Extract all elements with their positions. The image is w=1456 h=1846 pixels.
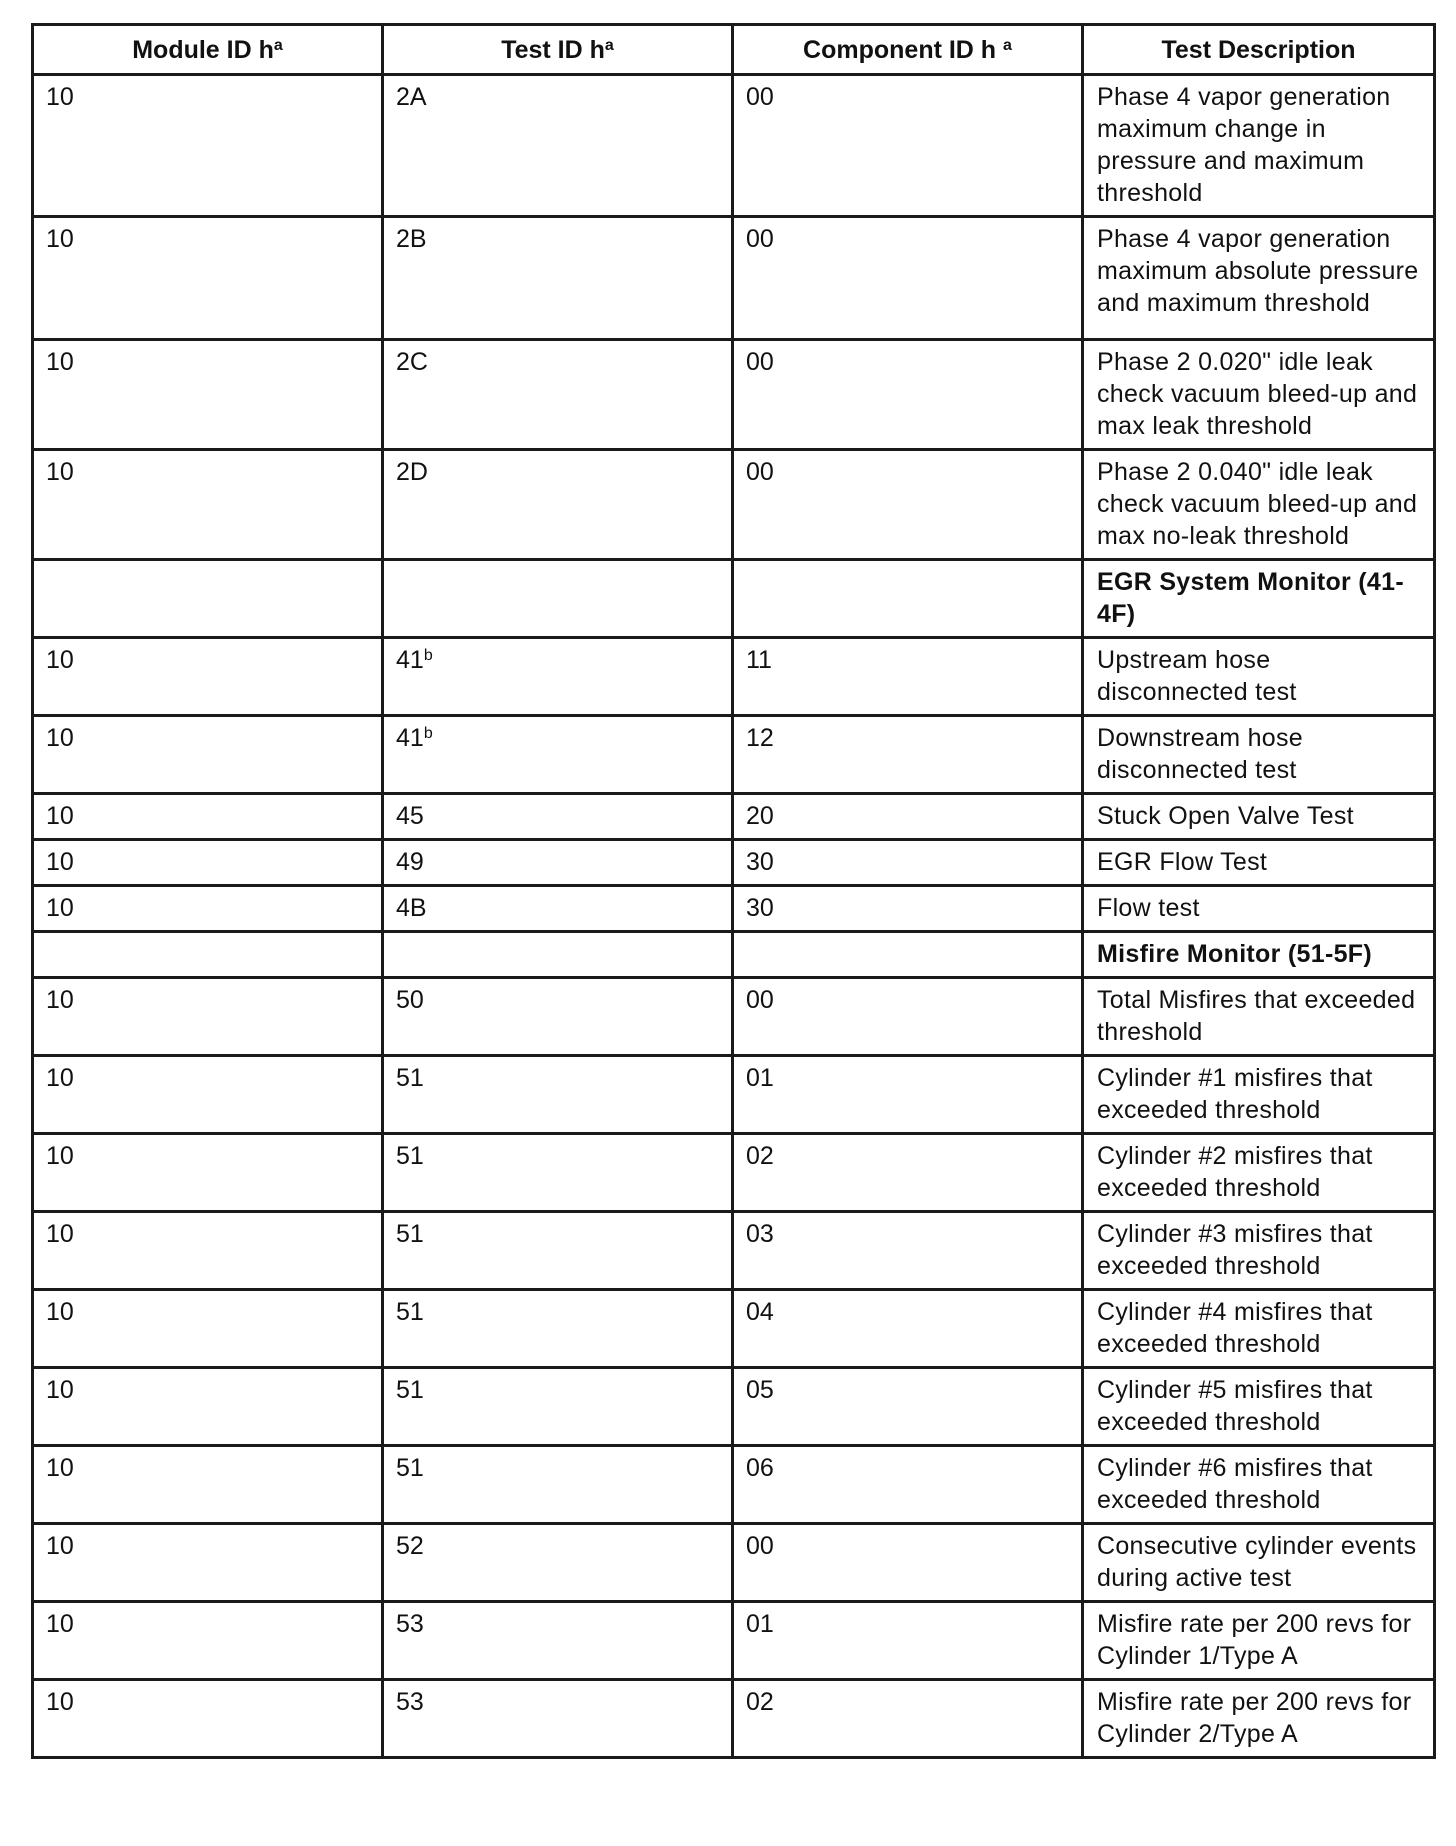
table-section-row	[33, 560, 1435, 638]
cell-component-id: 12	[733, 716, 1083, 794]
cell-component-id: 00	[733, 340, 1083, 450]
cell-module-id: 10	[33, 1290, 383, 1368]
cell-test-description: Stuck Open Valve Test	[1083, 794, 1435, 840]
cell-test-id: 53	[383, 1602, 733, 1680]
cell-module-id: 10	[33, 978, 383, 1056]
table-row	[33, 886, 1435, 932]
cell-module-id: 10	[33, 340, 383, 450]
section-title: EGR System Monitor (41-4F)	[1083, 560, 1435, 638]
cell-module-id: 10	[33, 638, 383, 716]
column-header-module-id: Module ID $h^a$	[33, 25, 383, 75]
cell-module-id: 10	[33, 716, 383, 794]
cell-test-description: Misfire rate per 200 revs for Cylinder 1/Type A	[1083, 1602, 1435, 1680]
cell-test-description: Flow test	[1083, 886, 1435, 932]
cell-module-id: 10	[33, 75, 383, 217]
cell-module-id: 10	[33, 217, 383, 340]
table-section-row	[33, 932, 1435, 978]
cell-component-id	[733, 560, 1083, 638]
cell-component-id: 02	[733, 1680, 1083, 1758]
test-id-table	[31, 23, 1436, 1759]
cell-test-description: Total Misfires that exceeded threshold	[1083, 978, 1435, 1056]
cell-test-description: Misfire rate per 200 revs for Cylinder 2/Type A	[1083, 1680, 1435, 1758]
table-header-row	[33, 25, 1435, 75]
cell-test-id	[383, 932, 733, 978]
cell-test-description: Phase 4 vapor generation maximum absolute pressure and maximum threshold	[1083, 217, 1435, 340]
table-row	[33, 1368, 1435, 1446]
cell-component-id: 00	[733, 1524, 1083, 1602]
cell-component-id: 30	[733, 886, 1083, 932]
cell-module-id: 10	[33, 1524, 383, 1602]
document-page	[31, 23, 1433, 1759]
table-row	[33, 716, 1435, 794]
cell-test-description: Upstream hose disconnected test	[1083, 638, 1435, 716]
section-title: Misfire Monitor (51-5F)	[1083, 932, 1435, 978]
cell-test-description: Phase 4 vapor generation maximum change in pressure and maximum threshold	[1083, 75, 1435, 217]
cell-component-id: 11	[733, 638, 1083, 716]
cell-test-description: Cylinder #2 misfires that exceeded threshold	[1083, 1134, 1435, 1212]
cell-component-id: 00	[733, 978, 1083, 1056]
cell-test-id: 51	[383, 1212, 733, 1290]
cell-component-id: 01	[733, 1056, 1083, 1134]
table-row	[33, 340, 1435, 450]
cell-module-id: 10	[33, 886, 383, 932]
cell-test-id: 52	[383, 1524, 733, 1602]
cell-component-id: 04	[733, 1290, 1083, 1368]
table-row	[33, 1290, 1435, 1368]
cell-component-id: 00	[733, 75, 1083, 217]
table-row	[33, 1680, 1435, 1758]
cell-test-description: Consecutive cylinder events during active test	[1083, 1524, 1435, 1602]
cell-test-id: 51	[383, 1134, 733, 1212]
cell-test-description: Downstream hose disconnected test	[1083, 716, 1435, 794]
cell-test-description: Cylinder #6 misfires that exceeded threshold	[1083, 1446, 1435, 1524]
cell-module-id: 10	[33, 1446, 383, 1524]
cell-component-id: 00	[733, 217, 1083, 340]
table-row	[33, 1212, 1435, 1290]
table-row	[33, 1056, 1435, 1134]
cell-component-id: 20	[733, 794, 1083, 840]
cell-module-id: 10	[33, 1368, 383, 1446]
cell-module-id: 10	[33, 1680, 383, 1758]
table-row	[33, 840, 1435, 886]
table-row	[33, 1602, 1435, 1680]
cell-test-description: EGR Flow Test	[1083, 840, 1435, 886]
cell-module-id: 10	[33, 1134, 383, 1212]
cell-test-id: 51	[383, 1446, 733, 1524]
cell-test-description: Phase 2 0.040" idle leak check vacuum bleed-up and max no-leak threshold	[1083, 450, 1435, 560]
cell-module-id: 10	[33, 1602, 383, 1680]
cell-module-id	[33, 560, 383, 638]
table-row	[33, 217, 1435, 340]
table-row	[33, 450, 1435, 560]
cell-module-id: 10	[33, 794, 383, 840]
cell-component-id	[733, 932, 1083, 978]
cell-test-id: 41$^b$	[383, 716, 733, 794]
cell-test-id: 2D	[383, 450, 733, 560]
cell-component-id: 00	[733, 450, 1083, 560]
cell-module-id: 10	[33, 1056, 383, 1134]
column-header-component-id: Component ID h $^a$	[733, 25, 1083, 75]
cell-test-id: 2B	[383, 217, 733, 340]
cell-test-id: 4B	[383, 886, 733, 932]
table-row	[33, 1524, 1435, 1602]
cell-test-id: 51	[383, 1290, 733, 1368]
cell-test-description: Phase 2 0.020" idle leak check vacuum bleed-up and max leak threshold	[1083, 340, 1435, 450]
cell-test-id: 2A	[383, 75, 733, 217]
cell-test-id: 51	[383, 1056, 733, 1134]
cell-component-id: 06	[733, 1446, 1083, 1524]
column-header-test-description: Test Description	[1083, 25, 1435, 75]
table-row	[33, 794, 1435, 840]
cell-component-id: 02	[733, 1134, 1083, 1212]
cell-test-description: Cylinder #4 misfires that exceeded threshold	[1083, 1290, 1435, 1368]
cell-test-id: 45	[383, 794, 733, 840]
table-row	[33, 1134, 1435, 1212]
column-header-test-id: Test ID $h^a$	[383, 25, 733, 75]
table-row	[33, 75, 1435, 217]
table-row	[33, 638, 1435, 716]
cell-component-id: 01	[733, 1602, 1083, 1680]
cell-module-id: 10	[33, 450, 383, 560]
cell-test-description: Cylinder #5 misfires that exceeded threshold	[1083, 1368, 1435, 1446]
cell-module-id: 10	[33, 1212, 383, 1290]
cell-component-id: 30	[733, 840, 1083, 886]
cell-test-id: 41$^b$	[383, 638, 733, 716]
cell-module-id	[33, 932, 383, 978]
table-body	[33, 75, 1435, 1758]
cell-test-id: 2C	[383, 340, 733, 450]
cell-test-id	[383, 560, 733, 638]
cell-test-id: 53	[383, 1680, 733, 1758]
cell-component-id: 03	[733, 1212, 1083, 1290]
cell-component-id: 05	[733, 1368, 1083, 1446]
cell-test-id: 49	[383, 840, 733, 886]
table-row	[33, 1446, 1435, 1524]
table-row	[33, 978, 1435, 1056]
cell-test-id: 50	[383, 978, 733, 1056]
cell-test-id: 51	[383, 1368, 733, 1446]
cell-module-id: 10	[33, 840, 383, 886]
cell-test-description: Cylinder #1 misfires that exceeded threshold	[1083, 1056, 1435, 1134]
cell-test-description: Cylinder #3 misfires that exceeded threshold	[1083, 1212, 1435, 1290]
